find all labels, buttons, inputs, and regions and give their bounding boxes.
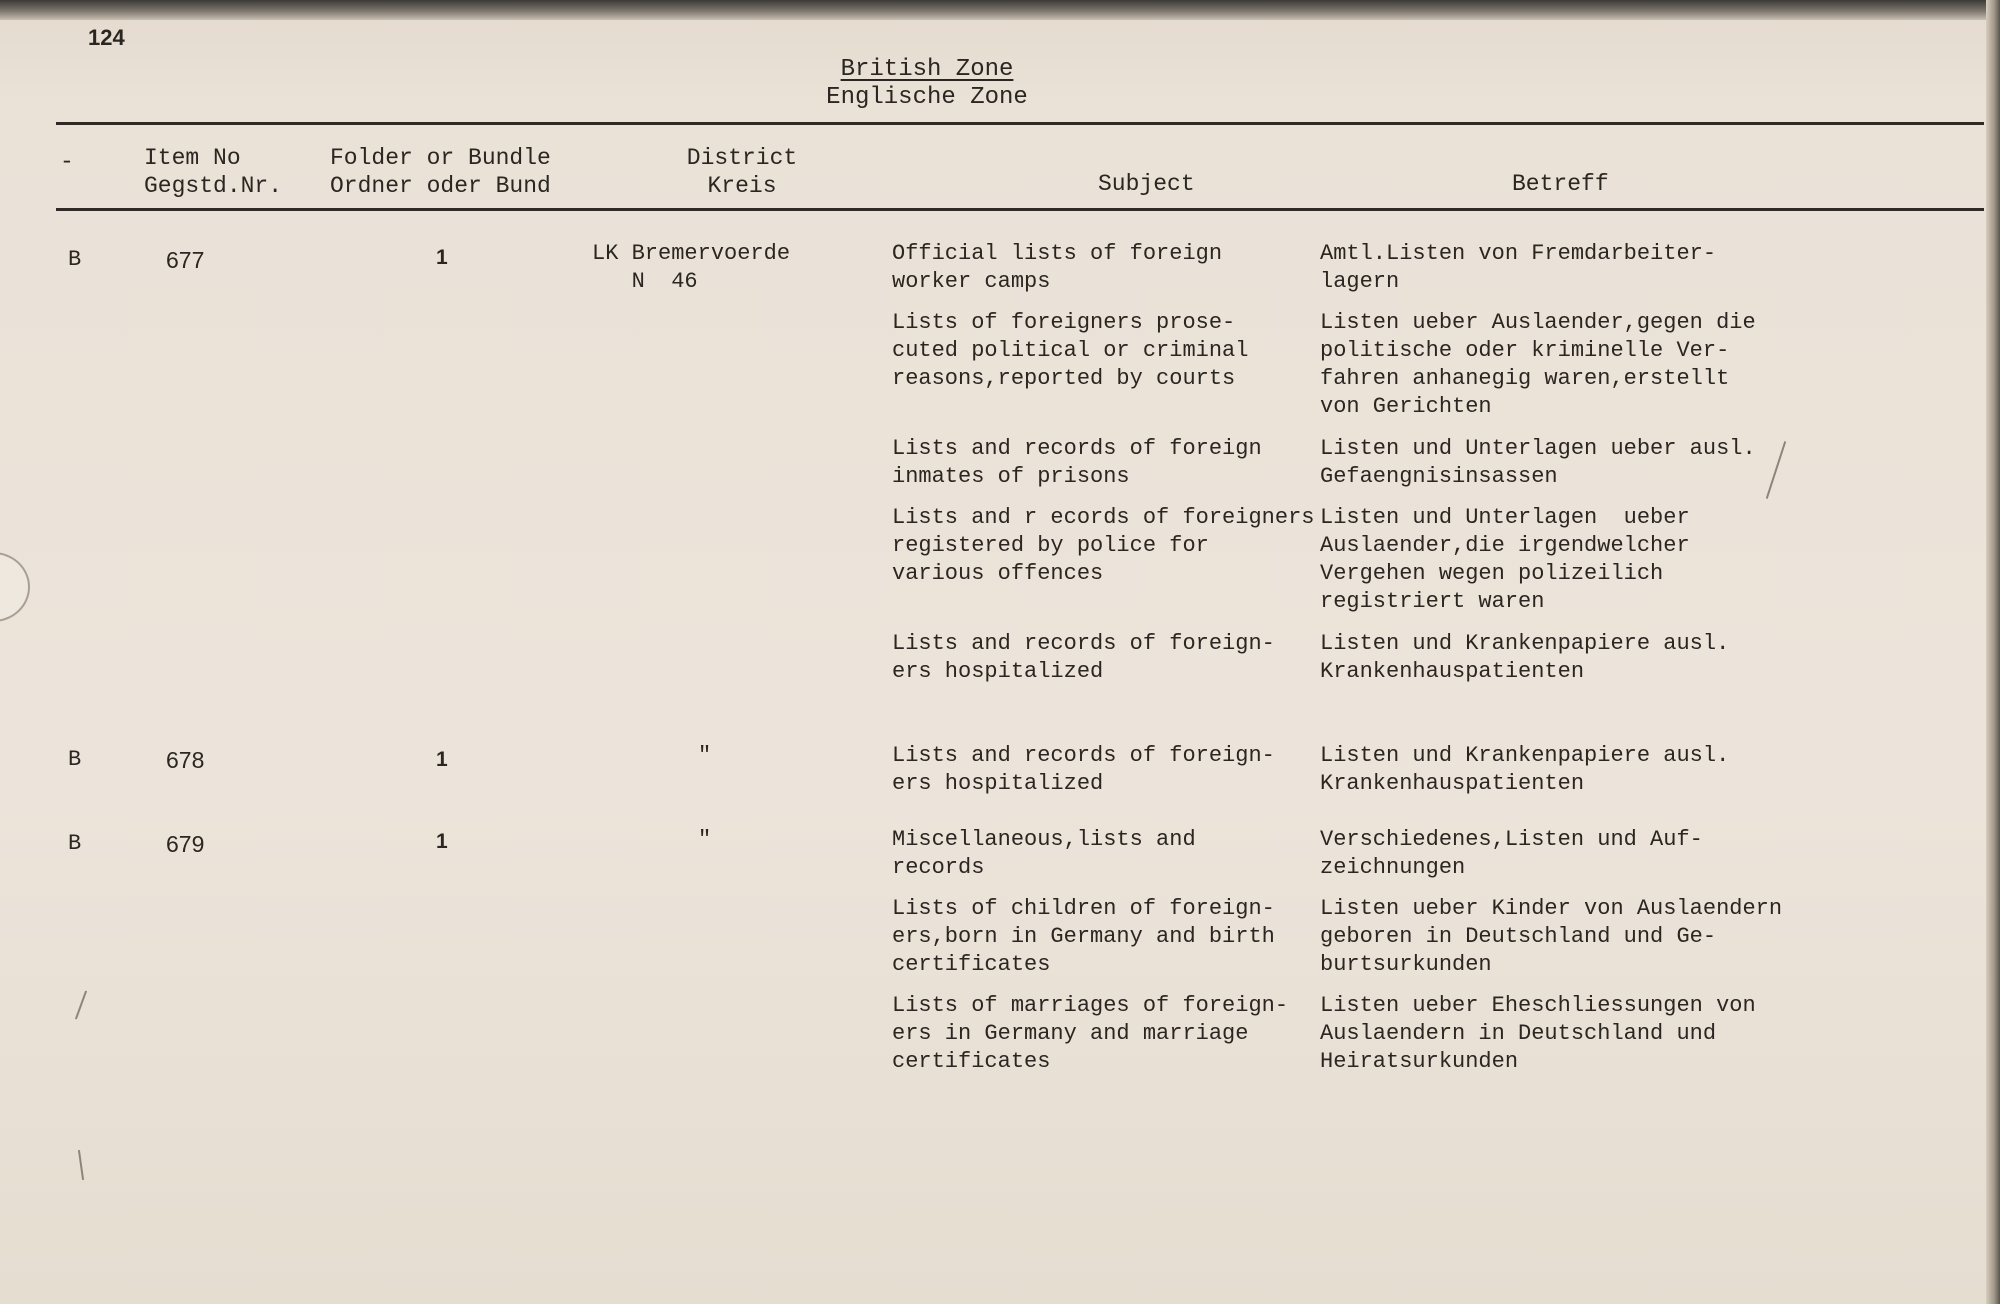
header-folder: Folder or Bundle Ordner oder Bund — [330, 145, 551, 199]
row-betreff: Listen ueber Auslaender,gegen die politische oder kriminelle Ver- fahren anhanegig waren,erstellt von Gerichten — [1320, 310, 1756, 419]
row-betreff: Listen und Krankenpapiere ausl. Krankenhauspatienten — [1320, 631, 1730, 684]
row-betreff: Listen ueber Kinder von Auslaendern geboren in Deutschland und Ge- burtsurkunden — [1320, 896, 1783, 977]
row-subject: Lists of children of foreign- ers,born in Germany and birth certificates — [892, 896, 1275, 977]
row-subject: Official lists of foreign worker camps — [892, 241, 1223, 294]
row-betreff: Amtl.Listen von Fremdarbeiter- lagern — [1320, 241, 1717, 294]
row-prefix: B — [68, 747, 82, 772]
row-item-no: 677 — [166, 247, 205, 273]
row-subject: Lists of foreigners prose- cuted political or criminal reasons,reported by courts — [892, 310, 1249, 391]
paper-mark — [78, 1150, 84, 1180]
header-bottom-rule — [56, 208, 1984, 211]
page-right-edge — [1986, 0, 2000, 1304]
row-prefix: B — [68, 831, 82, 856]
row-item-no: 678 — [166, 747, 205, 773]
paper-mark — [1766, 441, 1786, 499]
row-district: LK Bremervoerde N 46 — [592, 241, 791, 294]
row-betreff: Listen und Unterlagen ueber ausl. Gefaengnisinsassen — [1320, 436, 1756, 489]
header-district: District Kreis — [686, 145, 798, 199]
row-betreff: Listen ueber Eheschliessungen von Auslaendern in Deutschland und Heiratsurkunden — [1320, 993, 1756, 1074]
row-prefix: B — [68, 247, 82, 272]
row-district: " — [698, 743, 712, 768]
row-betreff: Listen und Krankenpapiere ausl. Krankenhauspatienten — [1320, 743, 1730, 796]
header-separator-mark: - — [60, 149, 74, 175]
paper-mark — [75, 991, 87, 1020]
row-folder: 1 — [436, 830, 448, 853]
page-top-edge — [0, 0, 2000, 20]
header-betreff: Betreff — [1512, 171, 1609, 197]
row-subject: Lists and records of foreign- ers hospitalized — [892, 631, 1275, 684]
row-subject: Miscellaneous,lists and records — [892, 827, 1196, 880]
page-number: 124 — [88, 25, 125, 50]
row-subject: Lists and records of foreign inmates of prisons — [892, 436, 1262, 489]
punch-hole — [0, 552, 30, 622]
row-betreff: Listen und Unterlagen ueber Auslaender,die irgendwelcher Vergehen wegen polizeilich registriert waren — [1320, 505, 1690, 614]
page-title: British Zone — [840, 56, 1014, 83]
header-subject: Subject — [1098, 171, 1195, 197]
row-subject: Lists and r ecords of foreigners registered by police for various offences — [892, 505, 1315, 586]
header-item-no: Item No Gegstd.Nr. — [144, 145, 283, 199]
row-subject: Lists and records of foreign- ers hospitalized — [892, 743, 1275, 796]
row-item-no: 679 — [166, 831, 205, 857]
row-folder: 1 — [436, 246, 448, 269]
header-top-rule — [56, 122, 1984, 125]
row-district: " — [698, 827, 712, 852]
row-subject: Lists of marriages of foreign- ers in Germany and marriage certificates — [892, 993, 1289, 1074]
row-folder: 1 — [436, 748, 448, 771]
row-betreff: Verschiedenes,Listen und Auf- zeichnungen — [1320, 827, 1703, 880]
page-subtitle: Englische Zone — [826, 84, 1028, 111]
